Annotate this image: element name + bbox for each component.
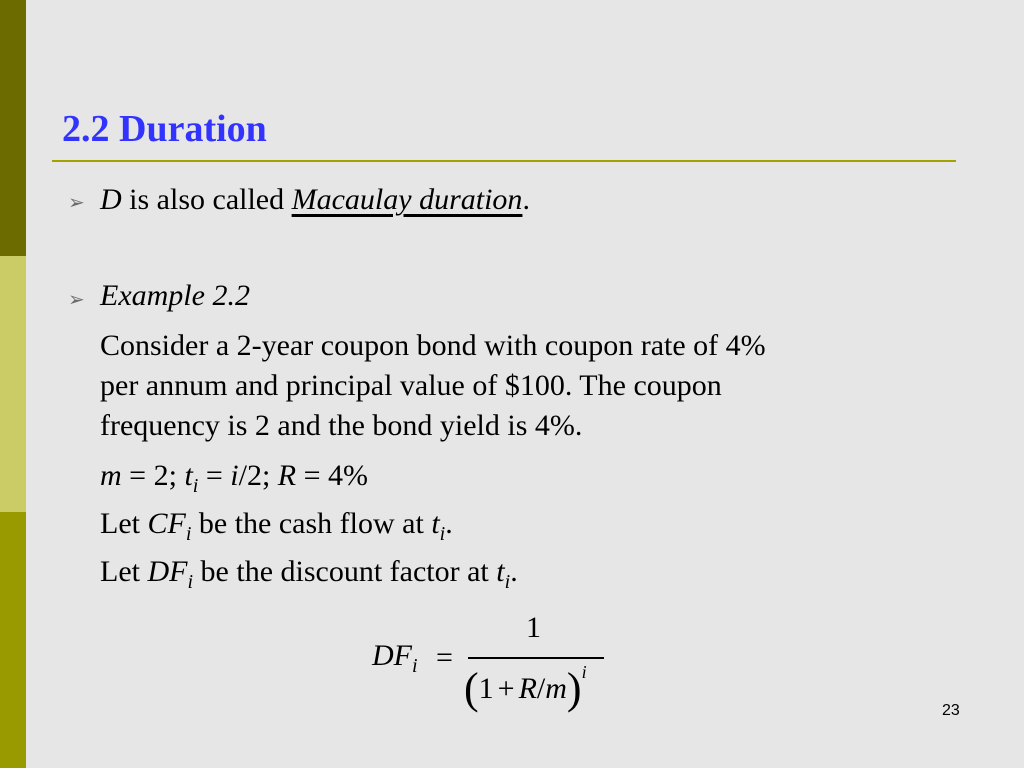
formula-lhs	[372, 639, 418, 677]
cf-mid: be the cash flow at	[191, 507, 432, 540]
df-pre: Let	[100, 555, 148, 588]
var-df-sub: i	[187, 571, 194, 593]
den-slash: /	[536, 672, 546, 705]
params-eq3: /2;	[238, 459, 278, 492]
page-number: 23	[942, 702, 960, 719]
var-r: R	[277, 459, 297, 492]
cf-end: .	[445, 507, 453, 540]
den-one: 1	[478, 672, 494, 705]
fraction-bar	[468, 657, 604, 659]
slide-title: 2.2 Duration	[62, 108, 267, 150]
den-plus: +	[497, 672, 515, 705]
example-para-line-3: frequency is 2 and the bond yield is 4%.	[100, 409, 583, 442]
var-t: t	[184, 459, 193, 492]
sidebar-accent	[0, 0, 26, 768]
sidebar-band-bottom	[0, 512, 26, 768]
var-cf: CF	[147, 507, 186, 540]
df-mid: be the discount factor at	[193, 555, 497, 588]
discount-factor-formula	[370, 611, 610, 715]
macaulay-term: Macaulay duration	[291, 183, 523, 216]
bullet-text: is also called	[121, 183, 292, 216]
var-d: D	[100, 183, 122, 216]
bullet-macaulay	[100, 180, 530, 220]
formula-lhs-sub: i	[412, 655, 418, 677]
params-line	[100, 456, 368, 496]
formula-lhs-var: DF	[372, 639, 412, 672]
sidebar-band-top	[0, 0, 26, 256]
right-paren: )	[566, 664, 582, 713]
bullet-end: .	[522, 183, 530, 216]
df-end: .	[510, 555, 518, 588]
formula-numerator: 1	[526, 611, 541, 644]
arrowhead-bullet-icon: ➢	[68, 287, 85, 311]
title-divider	[52, 160, 956, 162]
example-para-line-2: per annum and principal value of $100. The coupon	[100, 369, 722, 402]
example-heading	[100, 276, 250, 316]
cf-pre: Let	[100, 507, 148, 540]
example-label: Example 2.2	[100, 279, 250, 312]
den-m: m	[545, 672, 567, 705]
formula-equals: =	[436, 641, 453, 674]
var-cf-sub: i	[185, 523, 192, 545]
den-r: R	[518, 672, 537, 705]
var-t-sub: i	[192, 475, 199, 497]
discount-factor-line	[100, 552, 518, 592]
formula-denominator	[464, 663, 587, 714]
var-i: i	[230, 459, 239, 492]
var-t: t	[431, 507, 440, 540]
var-t-sub: i	[439, 523, 446, 545]
arrowhead-bullet-icon: ➢	[68, 190, 85, 214]
var-t-sub: i	[504, 571, 511, 593]
params-eq4: = 4%	[296, 459, 369, 492]
var-t: t	[496, 555, 505, 588]
params-eq2: =	[198, 459, 231, 492]
den-exponent: i	[581, 662, 587, 682]
var-df: DF	[147, 555, 188, 588]
params-eq1: = 2;	[121, 459, 185, 492]
sidebar-band-middle	[0, 256, 26, 512]
example-para-line-1: Consider a 2-year coupon bond with coupon rate of 4%	[100, 329, 766, 362]
var-m: m	[100, 459, 122, 492]
cashflow-line	[100, 504, 453, 544]
left-paren: (	[464, 664, 479, 713]
